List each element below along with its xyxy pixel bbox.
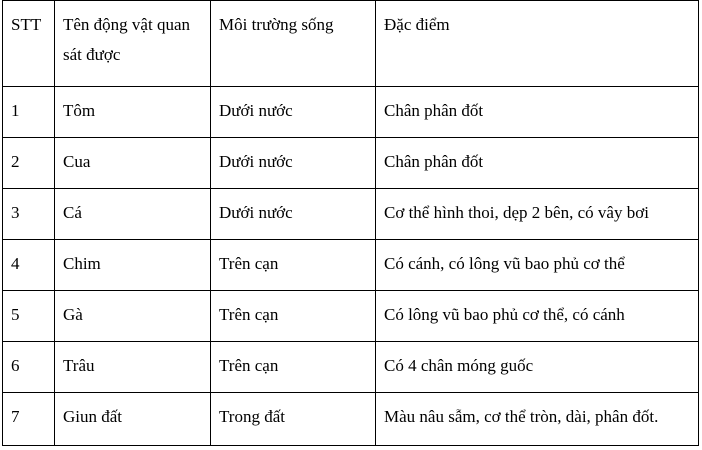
cell-stt: 1 — [3, 87, 55, 138]
cell-stt: 3 — [3, 189, 55, 240]
table-header-row — [3, 1, 699, 87]
cell-characteristics: Cơ thể hình thoi, dẹp 2 bên, có vây bơi — [376, 189, 699, 240]
table-row — [3, 240, 699, 291]
cell-stt: 6 — [3, 342, 55, 393]
cell-animal-name: Chim — [55, 240, 211, 291]
cell-habitat: Dưới nước — [211, 138, 376, 189]
cell-animal-name: Cá — [55, 189, 211, 240]
table-row — [3, 189, 699, 240]
header-animal-name: Tên động vật quan sát được — [55, 1, 211, 87]
cell-stt: 5 — [3, 291, 55, 342]
cell-habitat: Trên cạn — [211, 342, 376, 393]
header-stt: STT — [3, 1, 55, 87]
animal-table-container — [2, 0, 699, 446]
cell-stt: 7 — [3, 393, 55, 446]
cell-characteristics: Màu nâu sẫm, cơ thể tròn, dài, phân đốt. — [376, 393, 699, 446]
cell-characteristics: Chân phân đốt — [376, 87, 699, 138]
header-habitat: Môi trường sống — [211, 1, 376, 87]
cell-animal-name: Gà — [55, 291, 211, 342]
cell-habitat: Trong đất — [211, 393, 376, 446]
cell-habitat: Dưới nước — [211, 87, 376, 138]
cell-characteristics: Có cánh, có lông vũ bao phủ cơ thể — [376, 240, 699, 291]
cell-characteristics: Có lông vũ bao phủ cơ thể, có cánh — [376, 291, 699, 342]
animal-observation-table — [2, 0, 699, 446]
cell-animal-name: Giun đất — [55, 393, 211, 446]
table-row — [3, 342, 699, 393]
table-row — [3, 291, 699, 342]
table-row — [3, 138, 699, 189]
cell-habitat: Dưới nước — [211, 189, 376, 240]
cell-characteristics: Chân phân đốt — [376, 138, 699, 189]
cell-animal-name: Cua — [55, 138, 211, 189]
cell-habitat: Trên cạn — [211, 240, 376, 291]
table-row — [3, 393, 699, 446]
cell-stt: 2 — [3, 138, 55, 189]
table-row — [3, 87, 699, 138]
cell-characteristics: Có 4 chân móng guốc — [376, 342, 699, 393]
header-characteristics: Đặc điểm — [376, 1, 699, 87]
cell-animal-name: Trâu — [55, 342, 211, 393]
cell-animal-name: Tôm — [55, 87, 211, 138]
cell-stt: 4 — [3, 240, 55, 291]
cell-habitat: Trên cạn — [211, 291, 376, 342]
